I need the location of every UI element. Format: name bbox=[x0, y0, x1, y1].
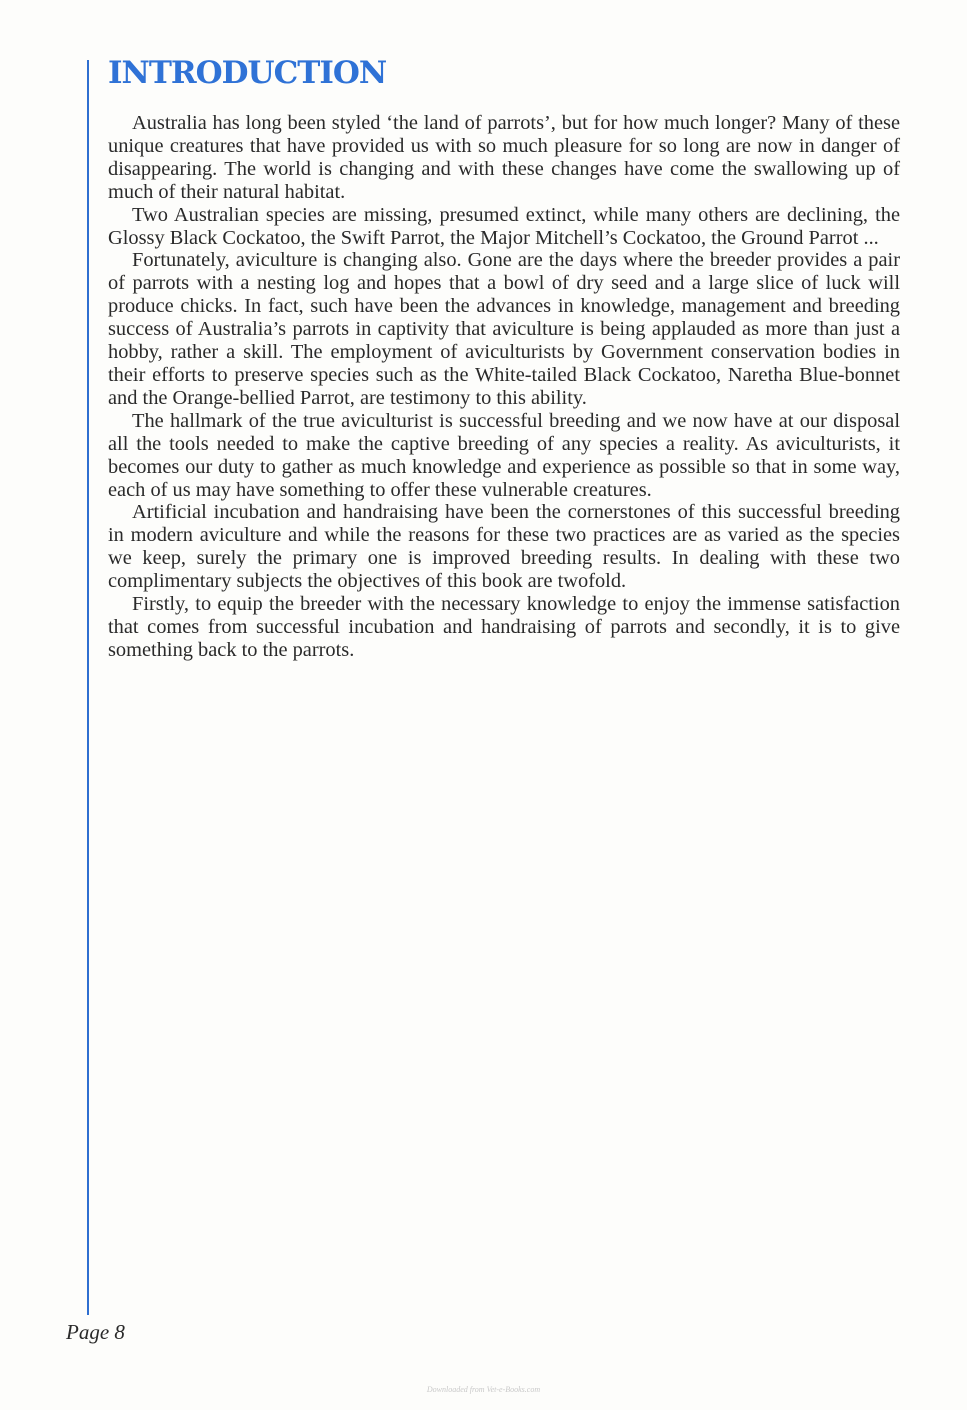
margin-rule bbox=[87, 60, 89, 1315]
page-title: INTRODUCTION bbox=[108, 55, 387, 91]
paragraph: Two Australian species are missing, presumed extinct, while many others are declining, the Glossy Black Cockatoo, the Swift Parrot, the Major Mitchell’s Cockatoo, the Ground Parrot ... bbox=[108, 203, 900, 249]
body-text bbox=[108, 112, 900, 662]
paragraph: Artificial incubation and handraising have been the cornerstones of this successful breeding in modern aviculture and while the reasons for these two practices are as varied as the species we keep, surely the primary one is improved breeding results. In dealing with these two complimentary subjects the objectives of this book are twofold. bbox=[108, 501, 900, 593]
paragraph: Australia has long been styled ‘the land of parrots’, but for how much longer? Many of these unique creatures that have provided us with so much pleasure for so long are now in danger of disappearing. The world is changing and with these changes have come the swallowing up of much of their natural habitat. bbox=[108, 112, 900, 203]
paragraph: Firstly, to equip the breeder with the necessary knowledge to enjoy the immense satisfaction that comes from successful incubation and handraising of parrots and secondly, it is to give something back to the parrots. bbox=[108, 593, 900, 661]
paragraph: The hallmark of the true aviculturist is successful breeding and we now have at our disposal all the tools needed to make the captive breeding of any species a reality. As aviculturists, it becomes our duty to gather as much knowledge and experience as possible so that in some way, each of us may have something to offer these vulnerable creatures. bbox=[108, 409, 900, 501]
download-watermark: Downloaded from Vet-e-Books.com bbox=[426, 1385, 541, 1394]
page-number: Page 8 bbox=[66, 1320, 125, 1344]
paragraph: Fortunately, aviculture is changing also. Gone are the days where the breeder provides a pair of parrots with a nesting log and hopes that a bowl of dry seed and a large slice of luck will produce chicks. In fact, such have been the advances in knowledge, management and breeding success of Australia’s parrots in captivity that aviculture is being applauded as more than just a hobby, rather a skill. The employment of aviculturists by Government conservation bodies in their efforts to preserve species such as the White-tailed Black Cockatoo, Naretha Blue-bonnet and the Orange-bellied Parrot, are testimony to this ability. bbox=[108, 249, 900, 409]
